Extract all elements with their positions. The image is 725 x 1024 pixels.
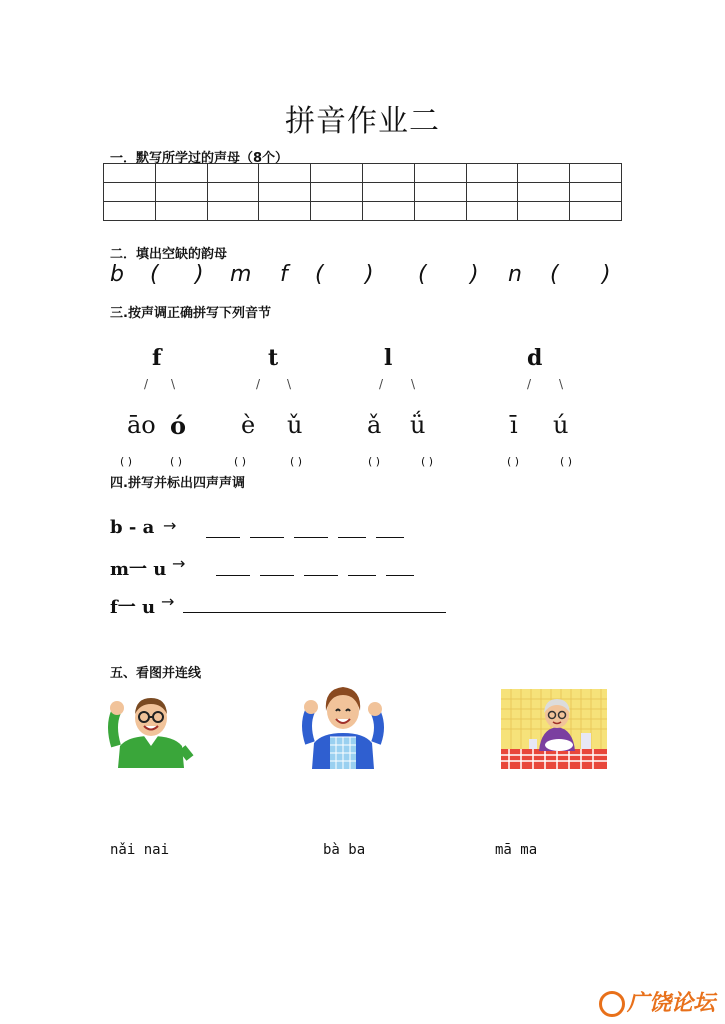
finals-item: ) xyxy=(195,262,204,287)
grid-cell[interactable] xyxy=(570,183,622,202)
grid-cell[interactable] xyxy=(259,202,311,221)
spelling-row-label: f一 u xyxy=(110,597,156,618)
answer-paren[interactable]: ( ) xyxy=(290,455,303,468)
consonant: l xyxy=(384,345,393,371)
finals-item: ( xyxy=(550,262,559,287)
man-green-sweater-image[interactable] xyxy=(108,686,194,768)
pinyin-mama[interactable]: mā ma xyxy=(495,842,538,858)
watermark-text: 广饶论坛 xyxy=(626,991,715,1016)
watermark-g-icon xyxy=(599,991,625,1017)
answer-blank[interactable] xyxy=(294,537,328,538)
woman-blue-apron-image[interactable] xyxy=(300,681,386,769)
vowel: è xyxy=(241,411,256,439)
branch-right: \ xyxy=(411,377,416,391)
grid-cell[interactable] xyxy=(518,202,570,221)
branch-left: / xyxy=(256,377,261,391)
pinyin-baba[interactable]: bà ba xyxy=(323,842,366,858)
branch-left: / xyxy=(144,377,149,391)
branch-right: \ xyxy=(287,377,292,391)
consonant: t xyxy=(268,345,279,371)
grid-cell[interactable] xyxy=(155,164,207,183)
grid-cell[interactable] xyxy=(311,183,363,202)
arrow-icon: → xyxy=(161,592,175,611)
grid-cell[interactable] xyxy=(414,202,466,221)
grid-cell[interactable] xyxy=(207,202,259,221)
answer-blank[interactable] xyxy=(250,537,284,538)
vowel: ī xyxy=(510,411,518,439)
grid-cell[interactable] xyxy=(259,164,311,183)
grid-cell[interactable] xyxy=(466,164,518,183)
grandma-baking-image[interactable] xyxy=(501,689,607,769)
answer-paren[interactable]: ( ) xyxy=(170,455,183,468)
answer-paren[interactable]: ( ) xyxy=(507,455,520,468)
vowel: ǔ xyxy=(287,411,303,439)
vowel: ǎ xyxy=(367,411,382,439)
grid-cell[interactable] xyxy=(362,183,414,202)
finals-item: ( xyxy=(418,262,427,287)
branch-right: \ xyxy=(559,377,564,391)
finals-item: ) xyxy=(470,262,479,287)
grid-cell[interactable] xyxy=(570,202,622,221)
answer-blank[interactable] xyxy=(376,537,404,538)
watermark-logo xyxy=(599,986,715,1017)
grid-cell[interactable] xyxy=(466,183,518,202)
grid-cell[interactable] xyxy=(518,183,570,202)
section-1-heading: 一．默写所学过的声母（8个） xyxy=(110,151,289,166)
branch-right: \ xyxy=(171,377,176,391)
grid-cell[interactable] xyxy=(518,164,570,183)
grid-cell[interactable] xyxy=(207,164,259,183)
answer-paren[interactable]: ( ) xyxy=(560,455,573,468)
branch-left: / xyxy=(527,377,532,391)
vowel: ú xyxy=(553,411,569,439)
answer-blank[interactable] xyxy=(304,575,338,576)
grid-cell[interactable] xyxy=(104,202,156,221)
section-3-heading: 三.按声调正确拼写下列音节 xyxy=(110,306,271,321)
spelling-row-label: b - a xyxy=(110,517,155,538)
finals-item: b xyxy=(110,262,124,287)
grid-row xyxy=(104,183,622,202)
finals-item: ) xyxy=(602,262,611,287)
answer-blank[interactable] xyxy=(386,575,414,576)
answer-paren[interactable]: ( ) xyxy=(120,455,133,468)
pinyin-nainai[interactable]: nǎi nai xyxy=(110,842,170,858)
grid-cell[interactable] xyxy=(155,202,207,221)
answer-paren[interactable]: ( ) xyxy=(421,455,434,468)
writing-grid xyxy=(103,163,622,221)
grid-cell[interactable] xyxy=(311,164,363,183)
vowel: ǘ xyxy=(410,411,426,439)
section-5-heading: 五、看图并连线 xyxy=(110,666,202,681)
grid-cell[interactable] xyxy=(466,202,518,221)
answer-paren[interactable]: ( ) xyxy=(234,455,247,468)
consonant: f xyxy=(152,345,162,371)
section-4-heading: 四.拼写并标出四声声调 xyxy=(110,476,245,491)
answer-blank[interactable] xyxy=(206,537,240,538)
section-2-heading: 二．填出空缺的韵母 xyxy=(110,247,228,262)
grid-cell[interactable] xyxy=(104,183,156,202)
grid-cell[interactable] xyxy=(362,164,414,183)
answer-blank[interactable] xyxy=(348,575,376,576)
consonant: d xyxy=(527,345,543,371)
answer-blank[interactable] xyxy=(260,575,294,576)
grid-row xyxy=(104,164,622,183)
finals-item: ) xyxy=(365,262,374,287)
finals-item: n xyxy=(508,262,522,287)
answer-blank[interactable] xyxy=(183,612,446,613)
grid-cell[interactable] xyxy=(311,202,363,221)
grid-cell[interactable] xyxy=(207,183,259,202)
answer-blank[interactable] xyxy=(338,537,366,538)
grid-cell[interactable] xyxy=(104,164,156,183)
grid-cell[interactable] xyxy=(362,202,414,221)
grid-cell[interactable] xyxy=(155,183,207,202)
answer-paren[interactable]: ( ) xyxy=(368,455,381,468)
arrow-icon: → xyxy=(172,554,186,573)
grid-cell[interactable] xyxy=(570,164,622,183)
vowel: āo xyxy=(127,411,156,439)
finals-item: m xyxy=(230,262,252,287)
grid-cell[interactable] xyxy=(414,164,466,183)
arrow-icon: → xyxy=(163,516,177,535)
branch-left: / xyxy=(379,377,384,391)
grid-cell[interactable] xyxy=(259,183,311,202)
finals-item: f xyxy=(280,262,288,287)
finals-row xyxy=(110,262,630,294)
vowel: ó xyxy=(170,411,187,440)
finals-item: ( xyxy=(150,262,159,287)
grid-cell[interactable] xyxy=(414,183,466,202)
answer-blank[interactable] xyxy=(216,575,250,576)
spelling-row-label: m一 u xyxy=(110,559,167,580)
grid-row xyxy=(104,202,622,221)
finals-item: ( xyxy=(315,262,324,287)
page-title: 拼音作业二 xyxy=(285,104,440,139)
